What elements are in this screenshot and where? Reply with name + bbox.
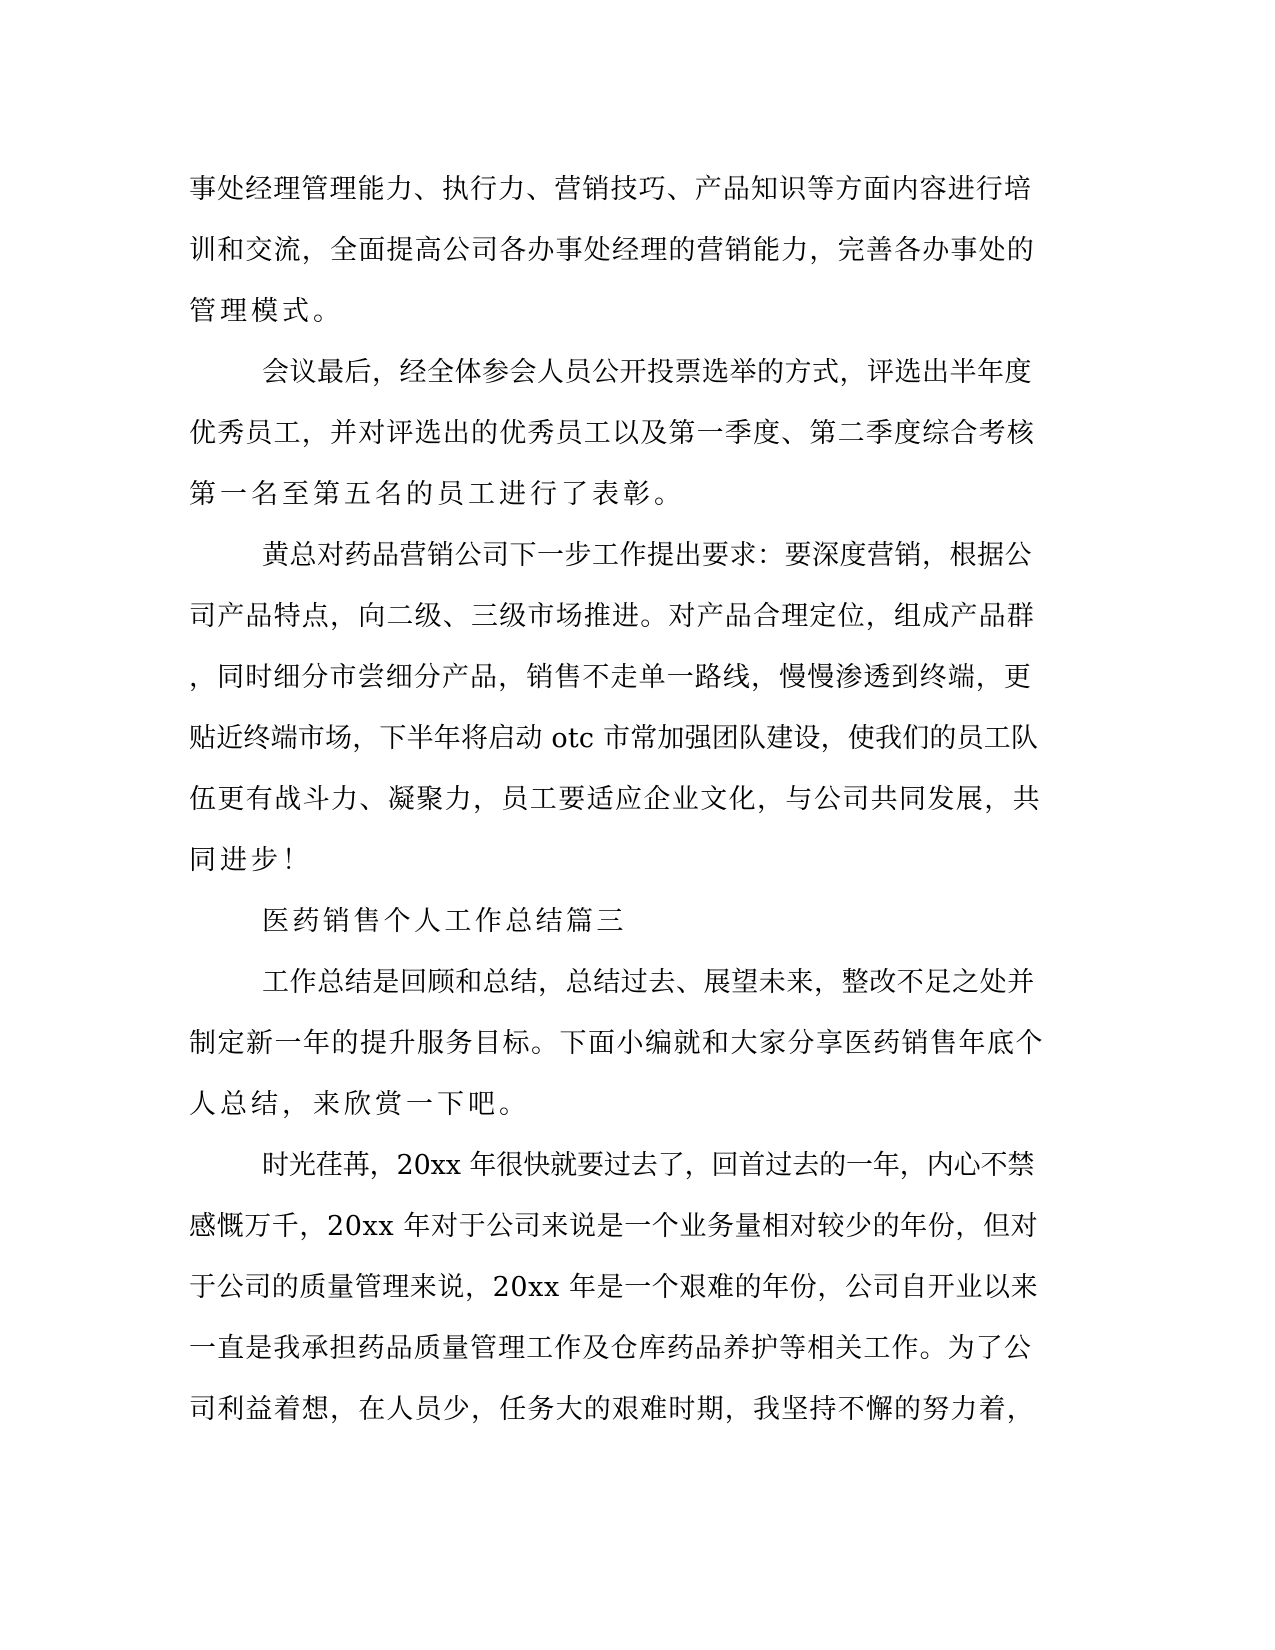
paragraph-first-line: 黄总对药品营销公司下一步工作提出要求：要深度营销，根据公 — [262, 540, 1032, 571]
section-heading: 医药销售个人工作总结篇三 — [262, 906, 627, 937]
text-line: 司产品特点，向二级、三级市场推进。对产品合理定位，组成产品群 — [189, 601, 1035, 632]
text-line: 于公司的质量管理来说，20xx 年是一个艰难的年份，公司自开业以来 — [189, 1272, 1039, 1303]
text-line: 管理模式。 — [189, 296, 344, 327]
text-line: 优秀员工，并对评选出的优秀员工以及第一季度、第二季度综合考核 — [189, 418, 1035, 449]
text-line: ，同时细分市尝细分产品，销售不走单一路线，慢慢渗透到终端，更 — [189, 662, 1032, 693]
text-line: 事处经理管理能力、执行力、营销技巧、产品知识等方面内容进行培 — [189, 174, 1032, 205]
text-line: 一直是我承担药品质量管理工作及仓库药品养护等相关工作。为了公 — [189, 1333, 1032, 1364]
paragraph-first-line: 时光荏苒，20xx 年很快就要过去了，回首过去的一年，内心不禁 — [262, 1150, 1035, 1181]
text-line: 同进步！ — [189, 845, 313, 876]
text-line: 第一名至第五名的员工进行了表彰。 — [189, 479, 685, 510]
paragraph-first-line: 工作总结是回顾和总结，总结过去、展望未来，整改不足之处并 — [262, 967, 1035, 998]
paragraph-first-line: 会议最后，经全体参会人员公开投票选举的方式，评选出半年度 — [262, 357, 1032, 388]
text-line: 人总结，来欣赏一下吧。 — [189, 1089, 530, 1120]
text-line: 伍更有战斗力、凝聚力，员工要适应企业文化，与公司共同发展，共 — [189, 784, 1041, 815]
text-line: 贴近终端市场，下半年将启动 otc 市常加强团队建设，使我们的员工队 — [189, 723, 1039, 754]
text-line: 训和交流，全面提高公司各办事处经理的营销能力，完善各办事处的 — [189, 235, 1035, 266]
text-line: 司利益着想，在人员少，任务大的艰难时期，我坚持不懈的努力着， — [189, 1394, 1035, 1425]
text-line: 制定新一年的提升服务目标。下面小编就和大家分享医药销售年底个 — [189, 1028, 1044, 1059]
text-line: 感慨万千，20xx 年对于公司来说是一个业务量相对较少的年份，但对 — [189, 1211, 1039, 1242]
